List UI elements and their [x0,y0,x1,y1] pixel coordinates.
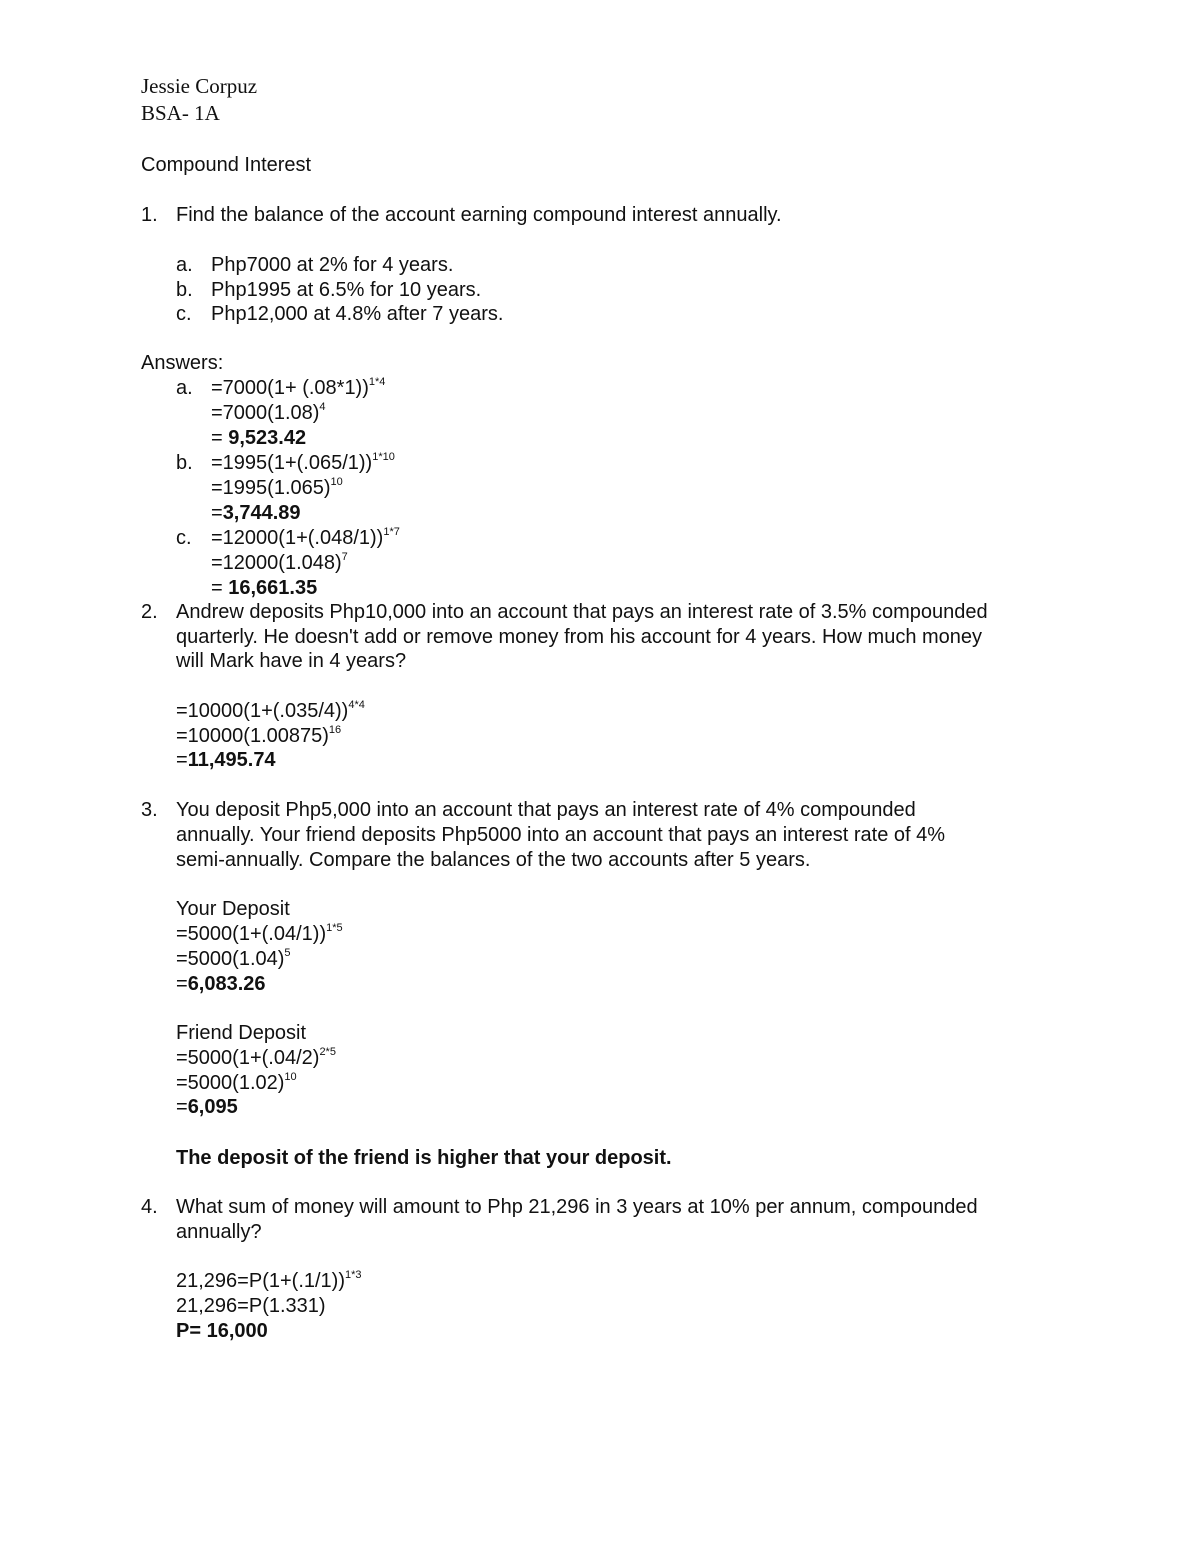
q1-text: Find the balance of the account earning compound interest annually. [176,204,782,226]
exponent: 1*10 [372,451,395,463]
exponent: 4 [319,401,326,413]
q1-item-text: Php1995 at 6.5% for 10 years. [211,279,482,301]
q1-item-label: a. [176,254,193,276]
answer-label: b. [176,452,193,474]
exponent: 5 [284,947,291,959]
answer-c-result: = 16,661.35 [211,577,318,599]
q1-item-label: b. [176,279,193,301]
q2-text-line: will Mark have in 4 years? [176,650,407,672]
answer-b-result: =3,744.89 [211,502,301,524]
q4-text-line: annually? [176,1221,262,1243]
document-title: Compound Interest [141,154,312,176]
friend-deposit-result: =6,095 [176,1096,238,1118]
student-name: Jessie Corpuz [141,74,258,98]
answer-a-step1: $=7000(1+ (.08*1))^{1*4}$ [211,376,386,399]
q4-step1: $21,296=P(1+(.1/1))^{1*3}$ [176,1269,362,1292]
answer-c-step2: $=12000(1.048)^7$ [211,551,348,574]
q4-text-line: What sum of money will amount to Php 21,296 in 3 years at 10% per annum, compounded [176,1196,978,1218]
answer-b-step1: $=1995(1+(.065/1))^{1*10}$ [211,451,395,474]
q1-item-text: Php12,000 at 4.8% after 7 years. [211,303,504,325]
answer-b-step2: $=1995(1.065)^{10}$ [211,476,343,499]
answer-c-step1: $=12000(1+(.048/1))^{1*7}$ [211,526,400,549]
q3-text-line: You deposit Php5,000 into an account that pays an interest rate of 4% compounded [176,799,916,821]
q2-step1: $=10000(1+(.035/4))^{4*4}$ [176,699,365,722]
q2-text-line: Andrew deposits Php10,000 into an account that pays an interest rate of 3.5% compounded [176,601,988,623]
q1-item-text: Php7000 at 2% for 4 years. [211,254,454,276]
q2-result: =11,495.74 [176,749,276,771]
q3-text-line: annually. Your friend deposits Php5000 into an account that pays an interest rate of 4% [176,824,946,846]
q3-conclusion: The deposit of the friend is higher that your deposit. [176,1147,672,1169]
exponent: 1*3 [345,1269,362,1281]
q4-step2: 21,296=P(1.331) [176,1295,326,1317]
exponent: 1*5 [326,922,343,934]
q4-number: 4. [141,1196,158,1218]
exponent: 7 [341,551,348,563]
q1-item-label: c. [176,303,192,325]
q2-step2: $=10000(1.00875)^{16}$ [176,724,342,747]
answer-a-step2: $=7000(1.08)^4$ [211,401,326,424]
q4-result: P= 16,000 [176,1320,268,1342]
exponent: 1*4 [368,376,386,388]
q1-number: 1. [141,204,158,226]
student-section: BSA- 1A [141,101,220,125]
exponent: 2*5 [319,1046,336,1058]
exponent: 1*7 [383,526,400,538]
q3-text-line: semi-annually. Compare the balances of the two accounts after 5 years. [176,849,811,871]
answer-label: a. [176,377,193,399]
q2-number: 2. [141,601,158,623]
your-deposit-step1: $=5000(1+(.04/1))^{1*5}$ [176,922,343,945]
exponent: 10 [330,476,343,488]
exponent: 10 [284,1071,297,1083]
friend-deposit-step2: $=5000(1.02)^{10}$ [176,1071,297,1094]
answer-a-result: = 9,523.42 [211,427,307,449]
exponent: 16 [328,724,342,736]
q3-number: 3. [141,799,158,821]
friend-deposit-title: Friend Deposit [176,1022,307,1044]
your-deposit-result: =6,083.26 [176,973,266,995]
answer-label: c. [176,527,192,549]
friend-deposit-step1: $=5000(1+(.04/2)^{2*5}$ [176,1046,336,1069]
q2-text-line: quarterly. He doesn't add or remove money from his account for 4 years. How much money [176,626,983,648]
your-deposit-step2: $=5000(1.04)^5$ [176,947,291,970]
answers-heading: Answers: [141,352,224,374]
exponent: 4*4 [348,699,365,711]
your-deposit-title: Your Deposit [176,898,290,920]
